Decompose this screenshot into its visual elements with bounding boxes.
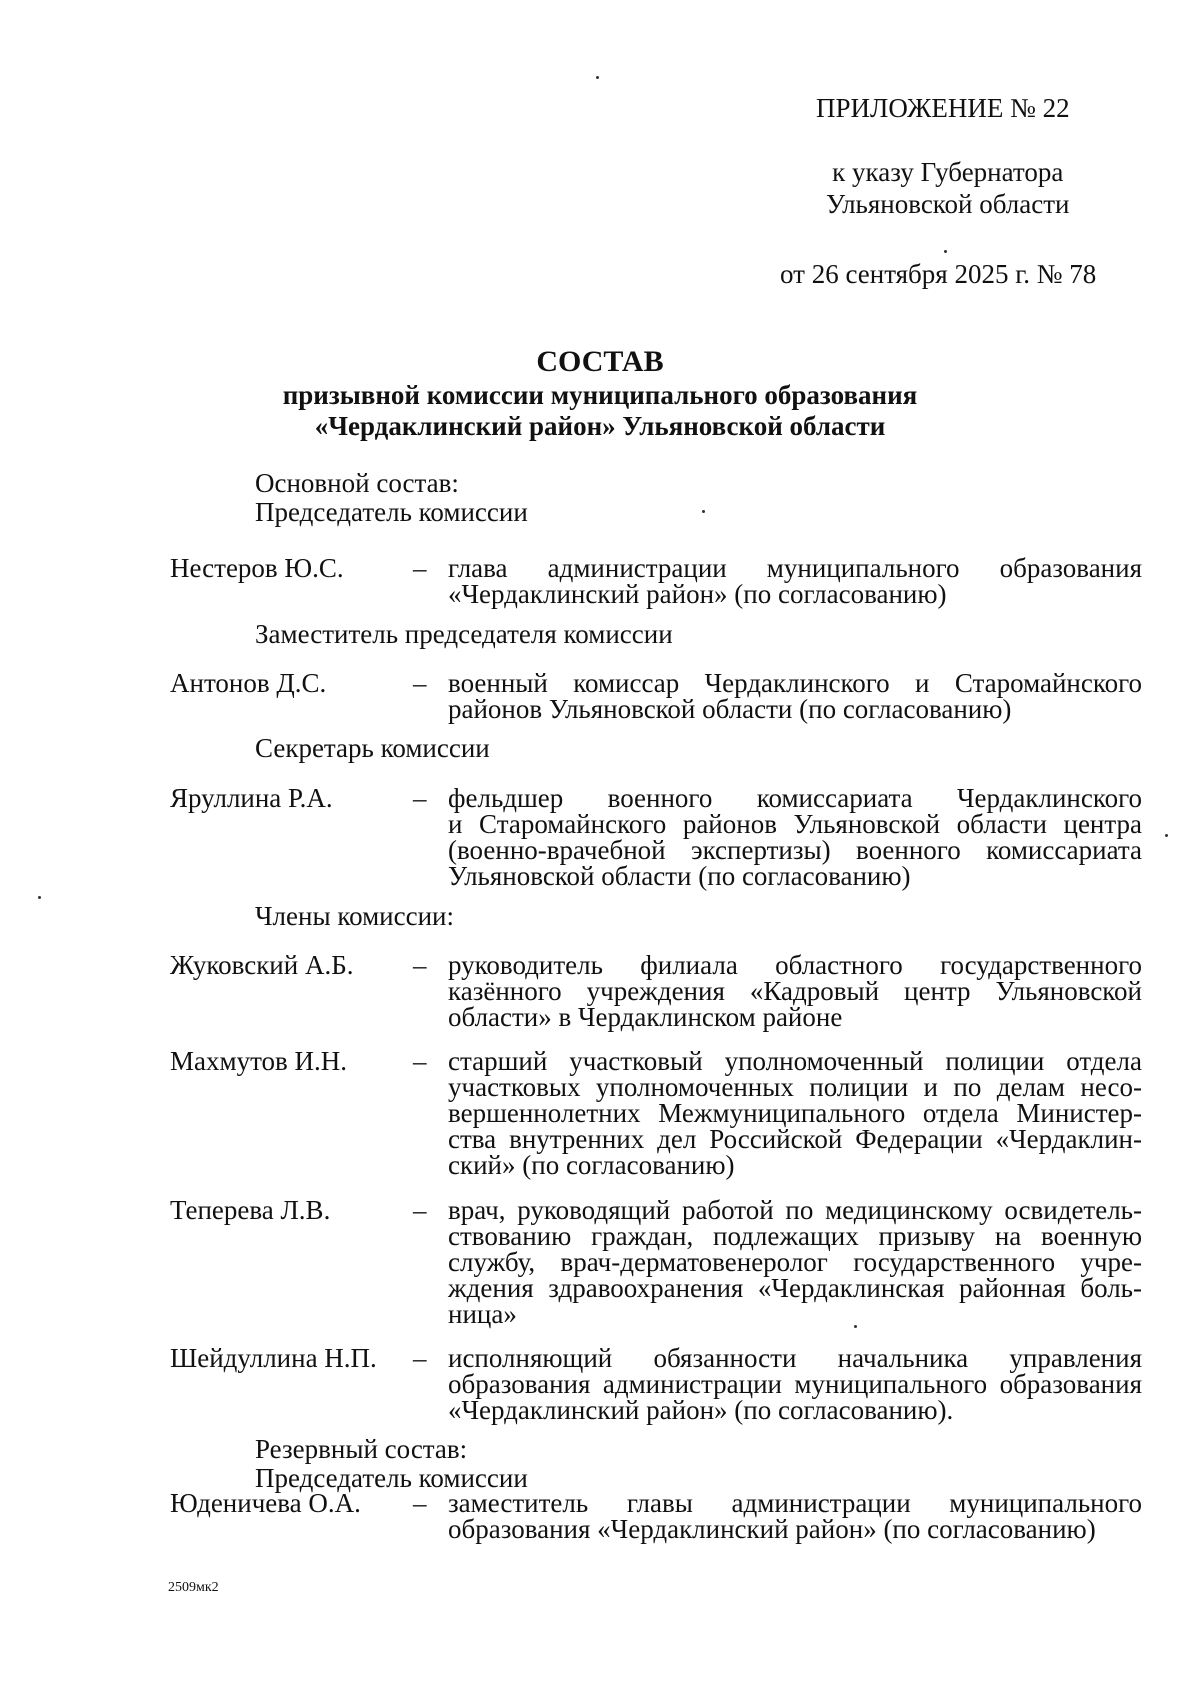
- member-position: старший участковый уполномоченный полиции отдела участковых уполномоченных полиции и по делам несо- вершеннолетних Межмуниципального отдела Министер- ства внутренних дел Российской Федерации «Чердаклин- ский» (по согласованию): [448, 1046, 1142, 1180]
- member-entry: [170, 1490, 1142, 1542]
- scan-speck: [854, 1325, 857, 1328]
- scan-speck: [596, 76, 599, 79]
- title-line-3: «Чердаклинский район» Ульяновской области: [314, 411, 886, 441]
- dash-separator: –: [413, 1046, 427, 1076]
- member-name: Махмутов И.Н.: [170, 1046, 348, 1076]
- section-label-reserve-chairman: Председатель комиссии: [255, 1463, 528, 1493]
- member-name: Шейдуллина Н.П.: [170, 1343, 377, 1373]
- dash-separator: –: [413, 553, 427, 583]
- section-label-main-composition: Основной состав:: [255, 468, 459, 498]
- member-position: врач, руководящий работой по медицинскому освидетель- ствованию граждан, подлежащих призыву на военную службу, врач-дерматовенеролог государственного учре- ждения здравоохранения «Чердаклинская районная боль- ница»: [448, 1195, 1142, 1329]
- member-entry: [170, 1048, 1142, 1178]
- member-name: Теперева Л.В.: [170, 1195, 331, 1225]
- dash-separator: –: [413, 950, 427, 980]
- member-position: глава администрации муниципального образования «Чердаклинский район» (по согласованию): [448, 553, 1142, 609]
- member-name: Яруллина Р.А.: [170, 783, 333, 813]
- decree-reference-line-1: к указу Губернатора: [832, 157, 1064, 187]
- scan-speck: [1165, 834, 1168, 837]
- section-label-reserve-composition: Резервный состав:: [255, 1434, 468, 1464]
- member-position: руководитель филиала областного государственного казённого учреждения «Кадровый центр Ульяновской области» в Чердаклинском районе: [448, 950, 1142, 1032]
- decree-reference-line-2: Ульяновской области: [826, 189, 1070, 219]
- appendix-number: ПРИЛОЖЕНИЕ № 22: [816, 93, 1070, 123]
- member-position: военный комиссар Чердаклинского и Старомайнского районов Ульяновской области (по согласованию): [448, 668, 1142, 724]
- document-code: 2509мк2: [168, 1580, 219, 1595]
- decree-date: от 26 сентября 2025 г. № 78: [780, 259, 1097, 289]
- dash-separator: –: [413, 783, 427, 813]
- member-entry: [170, 952, 1142, 1030]
- scan-speck: [944, 250, 947, 253]
- document-title: [0, 344, 1200, 442]
- section-label-deputy-chairman: Заместитель председателя комиссии: [255, 619, 673, 649]
- member-entry: [170, 670, 1142, 722]
- dash-separator: –: [413, 668, 427, 698]
- dash-separator: –: [413, 1343, 427, 1373]
- section-label-secretary: Секретарь комиссии: [255, 733, 490, 763]
- member-position: фельдшер военного комиссариата Чердаклинского и Старомайнского районов Ульяновской области центра (военно-врачебной экспертизы) военного комиссариата Ульяновской области (по согласованию): [448, 783, 1142, 891]
- member-entry: [170, 1345, 1142, 1423]
- decree-reference: [826, 156, 1070, 220]
- title-line-1: СОСТАВ: [536, 345, 664, 378]
- member-name: Нестеров Ю.С.: [170, 553, 344, 583]
- dash-separator: –: [413, 1488, 427, 1518]
- dash-separator: –: [413, 1195, 427, 1225]
- member-name: Жуковский А.Б.: [170, 950, 354, 980]
- member-entry: [170, 785, 1142, 889]
- member-entry: [170, 1197, 1142, 1327]
- member-position: заместитель главы администрации муниципального образования «Чердаклинский район» (по согласованию): [448, 1488, 1142, 1544]
- scan-speck: [38, 896, 41, 899]
- section-label-members: Члены комиссии:: [255, 901, 454, 931]
- member-entry: [170, 555, 1142, 607]
- member-name: Юденичева О.А.: [170, 1488, 361, 1518]
- scan-speck: [702, 510, 705, 513]
- title-line-2: призывной комиссии муниципального образования: [282, 380, 918, 410]
- member-name: Антонов Д.С.: [170, 668, 327, 698]
- member-position: исполняющий обязанности начальника управления образования администрации муниципального образования «Чердаклинский район» (по согласованию).: [448, 1343, 1142, 1425]
- section-label-chairman: Председатель комиссии: [255, 497, 528, 527]
